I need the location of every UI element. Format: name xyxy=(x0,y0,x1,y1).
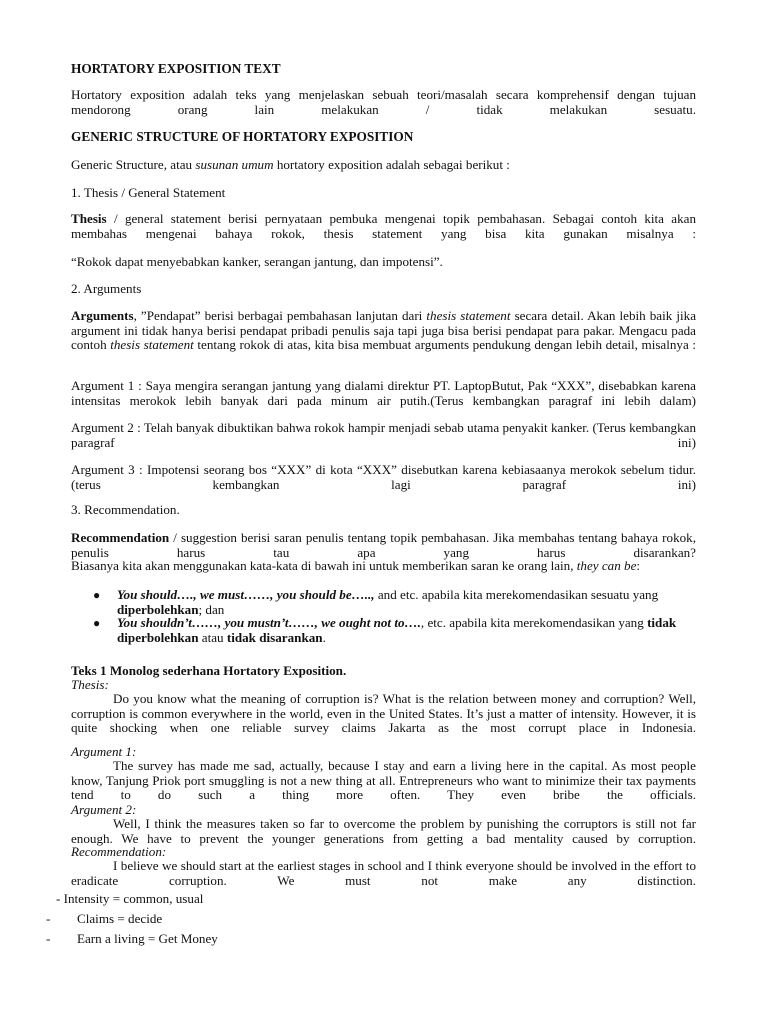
vocab-text: Earn a living = Get Money xyxy=(77,931,218,946)
thesis-term: Thesis xyxy=(71,211,107,226)
vocab-dash: - xyxy=(46,911,51,926)
intro-paragraph: Hortatory exposition adalah teks yang menjelaskan sebuah teori/masalah secara komprehensif dengan tujuan mendorong orang lain melakukan / tidak melakukan sesuatu. xyxy=(71,87,696,117)
usage-colon: : xyxy=(636,558,641,573)
generic-intro-italic: susunan umum xyxy=(195,157,274,172)
section-2-heading: 2. Arguments xyxy=(71,281,142,296)
bullet-dot-icon: ● xyxy=(93,588,101,602)
generic-structure-intro xyxy=(71,158,696,173)
arguments-paragraph xyxy=(71,309,696,367)
arguments-italic-2: thesis statement xyxy=(110,337,194,353)
section-3-heading: 3. Recommendation. xyxy=(71,502,180,517)
generic-intro-text: Generic Structure, atau xyxy=(71,157,196,172)
arguments-italic-1: thesis statement xyxy=(426,308,511,323)
teks-argument-1-label: Argument 1: xyxy=(71,744,137,759)
usage-italic: they can be xyxy=(576,558,637,573)
vocab-text: Claims = decide xyxy=(77,911,163,926)
thesis-description: / general statement berisi pernyataan pembuka mengenai topik pembahasan. Sebagai contoh kita akan membahas mengenai bahaya rokok, thesis statement yang bisa kita gunakan misalnya : xyxy=(71,211,696,241)
bullet-1-bold: diperbolehkan xyxy=(117,601,199,617)
bullet-text-2 xyxy=(117,616,697,645)
bullet-2-bold-1: tidak diperbolehkan xyxy=(117,615,677,645)
bullet-1-text: and etc. apabila kita merekomendasikan sesuatu yang xyxy=(374,587,659,602)
recommendation-usage-line xyxy=(71,559,696,574)
bullet-1-text-end: ; dan xyxy=(198,601,225,617)
usage-text: Biasanya kita akan menggunakan kata-kata di bawah ini untuk memberikan saran ke orang lain, xyxy=(71,558,577,573)
vocab-item-3 xyxy=(46,931,218,947)
argument-2-example: Argument 2 : Telah banyak dibuktikan bahwa rokok hampir menjadi sebab utama penyakit kanker. (Terus kembangkan paragraf ini) xyxy=(71,420,696,450)
argument-3-example: Argument 3 : Impotensi seorang bos “XXX” di kota “XXX” disebutkan karena kebiasaanya merokok sebelum tidur. (terus kembangkan lagi paragraf ini) xyxy=(71,462,696,492)
teks-recommendation-label: Recommendation: xyxy=(71,844,167,859)
recommendation-term: Recommendation xyxy=(71,530,170,545)
teks-recommendation-text: I believe we should start at the earliest stages in school and I think everyone should be involved in the effort to eradicate corruption. We must not make any distinction. xyxy=(71,858,696,888)
bullet-2-text: , etc. apabila kita merekomendasikan yang xyxy=(420,615,648,630)
bullet-2-bold-2: tidak disarankan xyxy=(226,629,323,645)
teks-heading: Teks 1 Monolog sederhana Hortatory Exposition. xyxy=(71,663,347,678)
teks-argument-2-text: Well, I think the measures taken so far to overcome the problem by punishing the corruptors is still not far enough. We have to prevent the younger generations from getting a bad mentality caused by corruption. xyxy=(71,816,696,846)
bullet-text-1 xyxy=(117,588,697,617)
section-1-heading: 1. Thesis / General Statement xyxy=(71,185,226,200)
recommendation-description: / suggestion berisi saran penulis tentang topik pembahasan. Jika membahas tentang bahaya rokok, penulis harus tau apa yang harus disarankan? xyxy=(71,530,696,560)
arguments-term: Arguments xyxy=(71,308,134,323)
thesis-example: “Rokok dapat menyebabkan kanker, serangan jantung, dan impotensi”. xyxy=(71,254,443,269)
bullet-2-text-mid: atau xyxy=(198,629,227,645)
teks-thesis-label: Thesis: xyxy=(71,677,109,692)
generic-intro-text-end: hortatory exposition adalah sebagai berikut : xyxy=(273,157,510,172)
vocab-text: Intensity = common, usual xyxy=(63,891,204,906)
argument-1-example: Argument 1 : Saya mengira serangan jantung yang dialami direktur PT. LaptopButut, Pak “XXX”, disebabkan karena intensitas merokok lebih banyak dari pada minum air putih.(Terus kembangkan paragraf ini lebih dalam) xyxy=(71,378,696,408)
vocab-item-2 xyxy=(46,911,163,927)
vocab-dash: - xyxy=(46,931,51,946)
arguments-text-2: secara detail. Akan lebih baik jika argument ini tidak hanya berisi pendapat pribadi penulis saja tapi juga bisa berisi pendapat para pakar. Mengacu pada contoh xyxy=(71,308,697,353)
document-title: HORTATORY EXPOSITION TEXT xyxy=(71,61,281,76)
bullet-2-text-end: . xyxy=(322,629,326,645)
thesis-paragraph xyxy=(71,212,696,256)
bullet-2-phrases: You shouldn’t……, you mustn’t……, we ought not to…. xyxy=(117,615,421,630)
teks-argument-2-label: Argument 2: xyxy=(71,802,137,817)
bullet-dot-icon: ● xyxy=(93,616,101,630)
teks-thesis-text: Do you know what the meaning of corruption is? What is the relation between money and corruption? Well, corruption is common everywhere in the world, even in the United States. It’s just a matter of intensity. However, it is quite shocking when one reliable survey claims Jakarta as the most corrupt place in Indonesia. xyxy=(71,691,696,736)
generic-structure-heading: GENERIC STRUCTURE OF HORTATORY EXPOSITION xyxy=(71,129,414,144)
bullet-1-phrases: You should…., we must……, you should be….., xyxy=(117,587,375,602)
arguments-text-3: tentang rokok di atas, kita bisa membuat arguments pendukung dengan lebih detail, misalnya : xyxy=(193,337,696,353)
arguments-text-1: , ”Pendapat” berisi berbagai pembahasan lanjutan dari xyxy=(133,308,427,323)
teks-argument-1-text: The survey has made me sad, actually, because I stay and earn a living here in the capital. As most people know, Tanjung Priok port smuggling is not a new thing at all. Entrepreneurs who want to minimize their tax payments tend to do such a thing more often. They even bribe the officials. xyxy=(71,758,696,803)
vocab-item-1 xyxy=(56,892,203,907)
vocab-dash: - xyxy=(56,891,64,906)
